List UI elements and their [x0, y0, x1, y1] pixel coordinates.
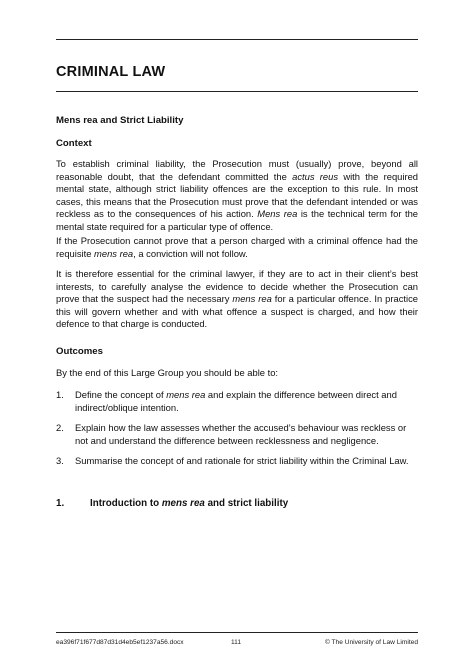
footer-filename: ea396f71f677d87d31d4eb5ef1237a56.docx — [56, 639, 184, 646]
footer-copyright: © The University of Law Limited — [324, 639, 418, 646]
section-number: 1. — [56, 498, 65, 509]
list-item-text: Summarise the concept of and rationale for strict liability within the Criminal Law. — [75, 455, 409, 466]
outcomes-heading: Outcomes — [56, 346, 103, 357]
footer-rule — [56, 632, 418, 633]
list-item-text: Define the concept of mens rea and explain the difference between direct and indirect/oblique intention. — [75, 389, 397, 413]
page-title: CRIMINAL LAW — [56, 64, 166, 80]
list-item-number: 2. — [56, 422, 64, 433]
title-rule — [56, 91, 418, 92]
section-title: Introduction to mens rea and strict liability — [90, 498, 289, 509]
list-item — [56, 455, 418, 468]
context-paragraph: To establish criminal liability, the Prosecution must (usually) prove, beyond all reasonable doubt, that the defendant committed the actus reus with the required mental state, although strict liability offences are the exception to this rule. In most cases, this means that the Prosecution must prove that the defendant intended or was reckless as to the consequences of his action. Mens rea is the technical term for the mental state required for a particular type of offence. — [56, 158, 419, 232]
list-item-number: 3. — [56, 455, 64, 466]
context-paragraph: It is therefore essential for the criminal lawyer, if they are to act in their client’s best interests, to carefully analyse the evidence to decide whether the Prosecution can prove that the suspect had the necessary mens rea for a particular offence. In practice this will govern whether and with what offence a suspect is charged, and how their defence to that charge is conducted. — [56, 268, 418, 330]
context-paragraph: If the Prosecution cannot prove that a person charged with a criminal offence had the requisite mens rea, a conviction will not follow. — [56, 235, 418, 259]
page-number: 111 — [231, 639, 242, 646]
list-item — [56, 422, 418, 447]
list-item-text: Explain how the law assesses whether the accused’s behaviour was reckless or not and understand the difference between recklessness and negligence. — [75, 422, 407, 446]
document-subtitle: Mens rea and Strict Liability — [56, 115, 184, 126]
top-rule — [56, 39, 418, 40]
list-item — [56, 389, 418, 414]
list-item-number: 1. — [56, 389, 64, 400]
context-heading: Context — [56, 138, 92, 149]
outcomes-intro: By the end of this Large Group you should be able to: — [56, 367, 279, 378]
